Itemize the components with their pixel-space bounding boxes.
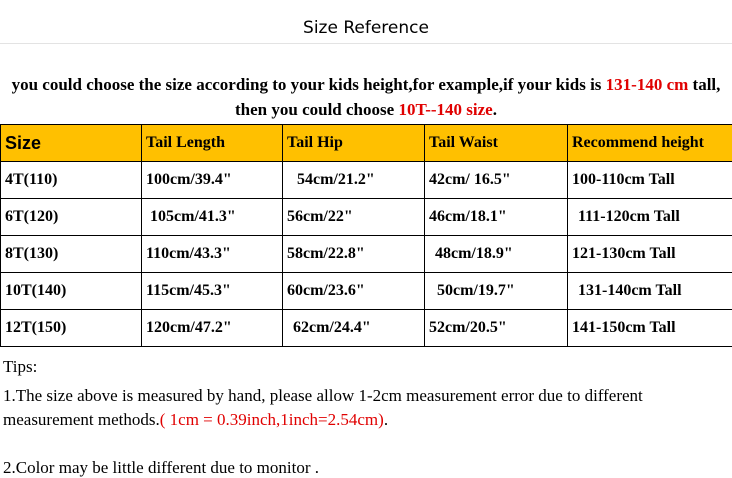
tip-measurement-text: 1.The size above is measured by hand, please allow 1-2cm measurement error due to different measurement methods. bbox=[3, 386, 643, 429]
cell-tail-length: 120cm/47.2" bbox=[142, 310, 283, 347]
cell-tail-hip: 62cm/24.4" bbox=[283, 310, 425, 347]
cell-tail-length: 100cm/39.4" bbox=[142, 162, 283, 199]
cell-size: 10T(140) bbox=[1, 273, 142, 310]
table-row bbox=[1, 162, 732, 199]
cell-tail-hip: 58cm/22.8" bbox=[283, 236, 425, 273]
cell-recommend-height: 131-140cm Tall bbox=[568, 273, 732, 310]
tip-measurement-end: . bbox=[383, 410, 389, 429]
cell-tail-length: 115cm/45.3" bbox=[142, 273, 283, 310]
page-title: Size Reference bbox=[303, 18, 429, 38]
cell-recommend-height: 100-110cm Tall bbox=[568, 162, 732, 199]
table-row bbox=[1, 199, 732, 236]
cell-tail-length: 105cm/41.3" bbox=[142, 199, 283, 236]
cell-recommend-height: 111-120cm Tall bbox=[568, 199, 732, 236]
cell-tail-waist: 52cm/20.5" bbox=[425, 310, 568, 347]
title-divider bbox=[0, 43, 732, 44]
intro-part3: . bbox=[492, 100, 497, 119]
cell-size: 6T(120) bbox=[1, 199, 142, 236]
intro-text bbox=[0, 72, 732, 122]
cell-recommend-height: 121-130cm Tall bbox=[568, 236, 732, 273]
cell-size: 8T(130) bbox=[1, 236, 142, 273]
cell-size: 4T(110) bbox=[1, 162, 142, 199]
table-row bbox=[1, 273, 732, 310]
cell-tail-hip: 60cm/23.6" bbox=[283, 273, 425, 310]
intro-highlight-height: 131-140 cm bbox=[605, 75, 689, 94]
header-tail-hip: Tail Hip bbox=[283, 125, 425, 162]
cell-tail-waist: 42cm/ 16.5" bbox=[425, 162, 568, 199]
cell-tail-length: 110cm/43.3" bbox=[142, 236, 283, 273]
cell-tail-waist: 46cm/18.1" bbox=[425, 199, 568, 236]
cell-size: 12T(150) bbox=[1, 310, 142, 347]
tips-heading: Tips: bbox=[3, 357, 38, 376]
table-header-row bbox=[1, 125, 732, 162]
tip-color: 2.Color may be little different due to monitor . bbox=[3, 458, 320, 477]
cell-tail-waist: 48cm/18.9" bbox=[425, 236, 568, 273]
intro-part1: you could choose the size according to your kids height,for example,if your kids is bbox=[11, 75, 606, 94]
table-row bbox=[1, 236, 732, 273]
header-tail-length: Tail Length bbox=[142, 125, 283, 162]
cell-tail-waist: 50cm/19.7" bbox=[425, 273, 568, 310]
table-row bbox=[1, 310, 732, 347]
cell-tail-hip: 54cm/21.2" bbox=[283, 162, 425, 199]
size-table bbox=[0, 124, 732, 347]
cell-tail-hip: 56cm/22" bbox=[283, 199, 425, 236]
tip-conversion: ( 1cm = 0.39inch,1inch=2.54cm) bbox=[159, 410, 384, 429]
header-tail-waist: Tail Waist bbox=[425, 125, 568, 162]
cell-recommend-height: 141-150cm Tall bbox=[568, 310, 732, 347]
intro-highlight-size: 10T--140 size bbox=[398, 100, 493, 119]
tip-measurement bbox=[3, 384, 732, 432]
header-size: Size bbox=[1, 125, 142, 162]
header-recommend-height: Recommend height bbox=[568, 125, 732, 162]
intro-part2: tall, then you could choose bbox=[235, 75, 721, 119]
